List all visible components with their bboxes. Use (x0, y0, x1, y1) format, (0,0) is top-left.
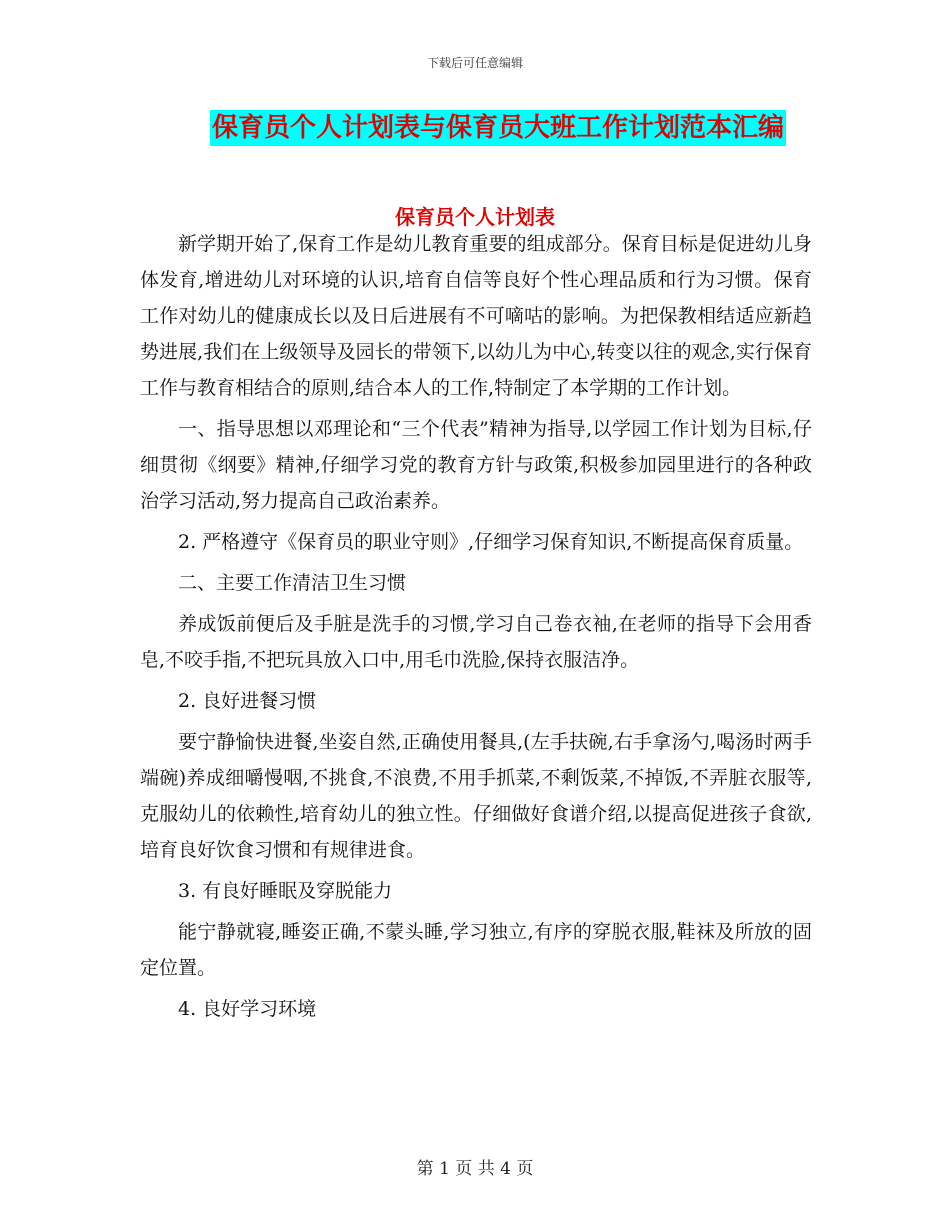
heading-learning-environment: 4. 良好学习环境 (178, 998, 317, 1020)
paragraph-eating-habits: 要宁静愉快进餐,坐姿自然,正确使用餐具,(左手扶碗,右手拿汤勺,喝汤时两手端碗)养成细嚼慢咽,不挑食,不浪费,不用手抓菜,不剩饭菜,不掉饭,不弄脏衣服等,克服幼儿的依赖性,培育幼儿的独立性。仔细做好食谱介绍,以提高促进孩子食欲,培育良好饮食习惯和有规律进食。 (140, 731, 812, 861)
paragraph-guiding-ideology: 一、指导思想以邓理论和“三个代表”精神为指导,以学园工作计划为目标,仔细贯彻《纲要》精神,仔细学习党的教育方针与政策,积极参加园里进行的各种政治学习活动,努力提高自己政治素养。 (140, 418, 812, 512)
paragraph-sleep: 能宁静就寝,睡姿正确,不蒙头睡,学习独立,有序的穿脱衣服,鞋袜及所放的固定位置。 (140, 921, 812, 979)
heading-eating-habits: 2. 良好进餐习惯 (178, 690, 317, 712)
heading-sleep: 3. 有良好睡眠及穿脱能力 (178, 880, 393, 902)
main-title: 保育员个人计划表与保育员大班工作计划范本汇编 (210, 110, 786, 146)
paragraph-intro: 新学期开始了,保育工作是幼儿教育重要的组成部分。保育目标是促进幼儿身体发育,增进幼儿对环境的认识,培育自信等良好个性心理品质和行为习惯。保育工作对幼儿的健康成长以及日后进展有不可嘀咕的影响。为把保教相结适应新趋势进展,我们在上级领导及园长的带领下,以幼儿为中心,转变以往的观念,实行保育工作与教育相结合的原则,结合本人的工作,特制定了本学期的工作计划。 (140, 233, 812, 399)
main-title-wrap (0, 110, 950, 146)
document-body (140, 226, 812, 1032)
paragraph-hygiene: 养成饭前便后及手脏是洗手的习惯,学习自己卷衣袖,在老师的指导下会用香皂,不咬手指,不把玩具放入口中,用毛巾洗脸,保持衣服洁净。 (140, 613, 812, 671)
section-title: 保育员个人计划表 (395, 205, 555, 229)
heading-main-work: 二、主要工作清洁卫生习惯 (178, 572, 407, 594)
paragraph-professional-code: 2. 严格遵守《保育员的职业守则》,仔细学习保育知识,不断提高保育质量。 (178, 531, 804, 553)
header-note: 下载后可任意编辑 (426, 56, 523, 70)
page-footer: 第 1 页 共 4 页 (416, 1159, 534, 1179)
